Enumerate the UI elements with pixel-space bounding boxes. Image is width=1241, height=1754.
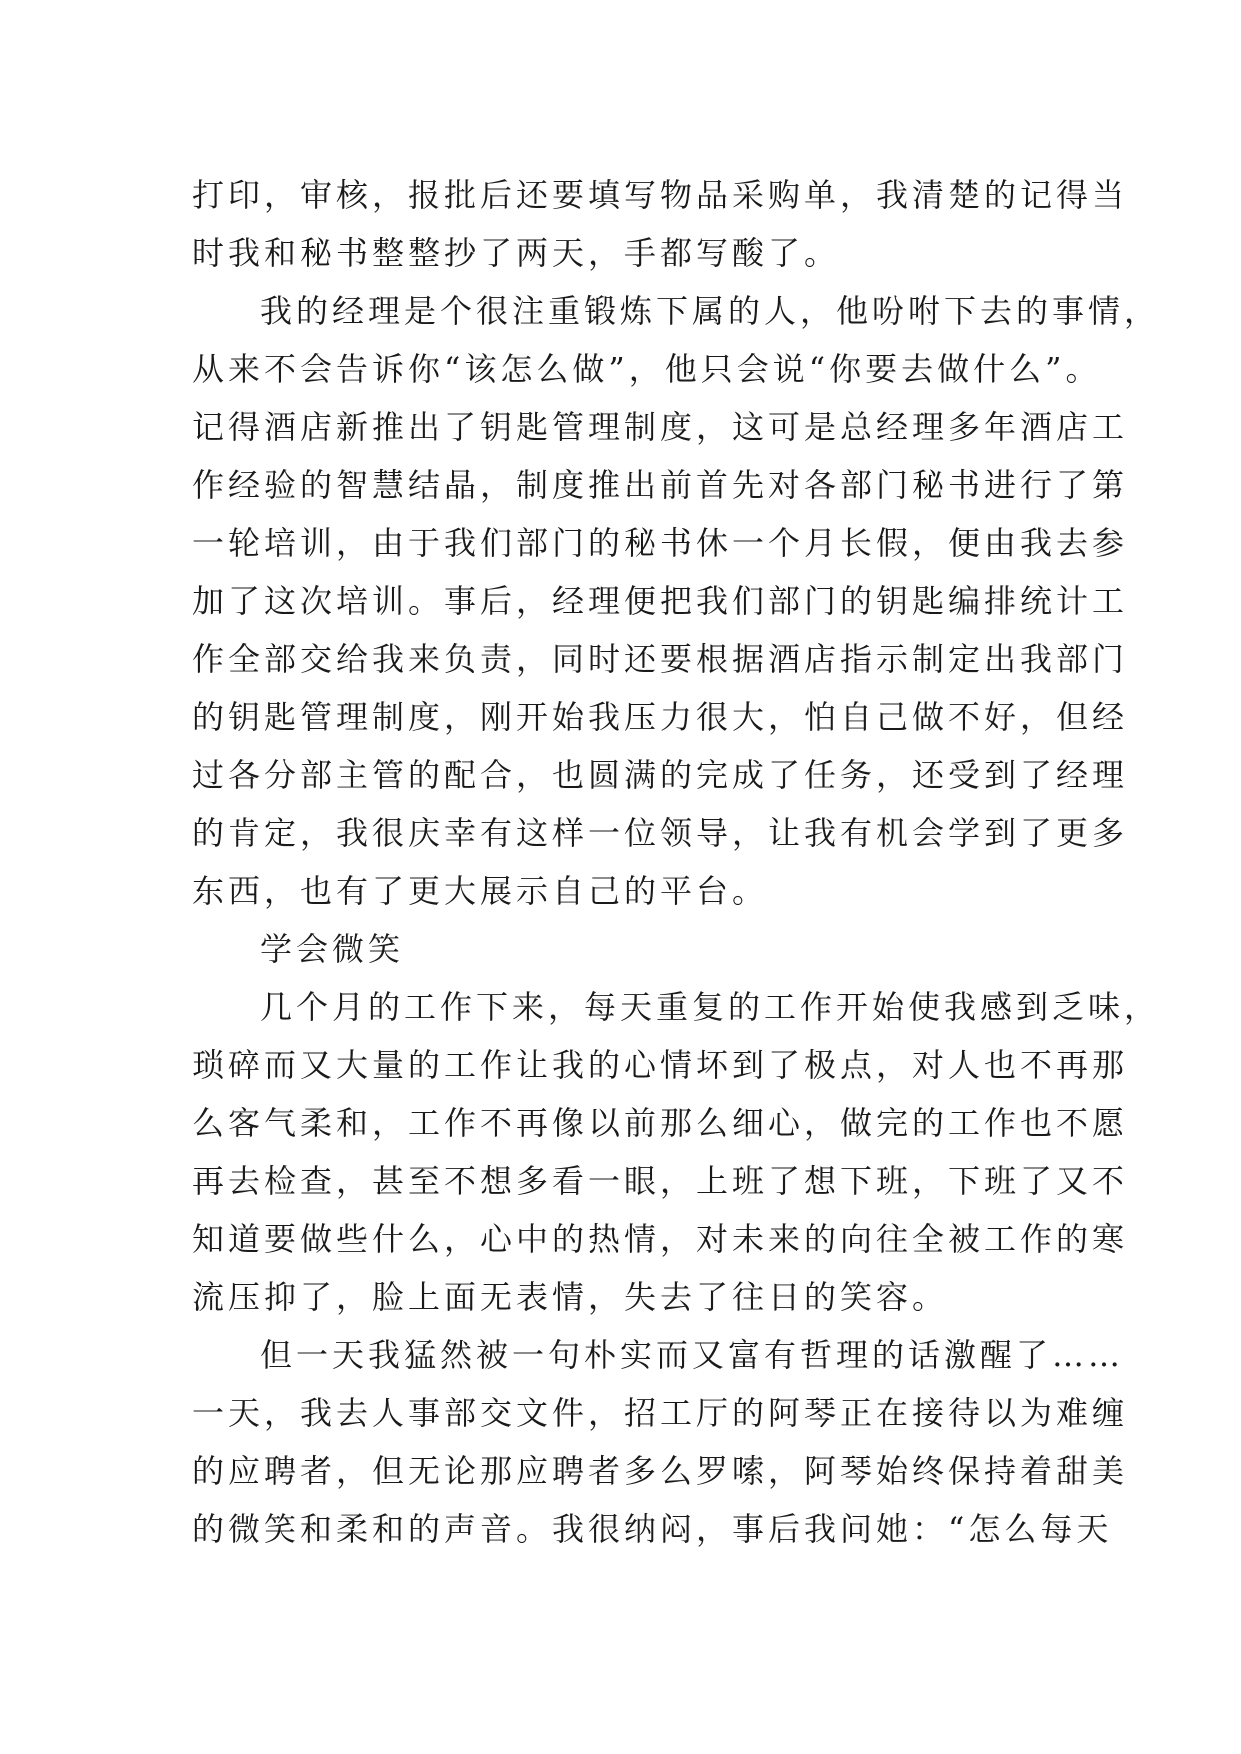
text-line: 知道要做些什么，心中的热情，对未来的向往全被工作的寒: [192, 1220, 1129, 1258]
text-line: 时我和秘书整整抄了两天，手都写酸了。: [192, 234, 841, 272]
text-line: 么客气柔和，工作不再像以前那么细心，做完的工作也不愿: [192, 1104, 1129, 1142]
text-line: 的应聘者，但无论那应聘者多么罗嗦，阿琴始终保持着甜美: [192, 1452, 1129, 1490]
text-line: 再去检查，甚至不想多看一眼，上班了想下班，下班了又不: [192, 1162, 1129, 1200]
document-body: [192, 166, 1161, 1558]
text-line: 一轮培训，由于我们部门的秘书休一个月长假，便由我去参: [192, 524, 1129, 562]
text-line: 学会微笑: [260, 930, 405, 968]
text-line: 我的经理是个很注重锻炼下属的人，他吩咐下去的事情，: [260, 292, 1161, 330]
text-line: 的微笑和柔和的声音。我很纳闷，事后我问她：“怎么每天: [192, 1510, 1113, 1548]
text-line: 东西，也有了更大展示自己的平台。: [192, 872, 769, 910]
text-line: 的钥匙管理制度，刚开始我压力很大，怕自己做不好，但经: [192, 698, 1129, 736]
text-line: 流压抑了，脸上面无表情，失去了往日的笑容。: [192, 1278, 949, 1316]
text-line: 的肯定，我很庆幸有这样一位领导，让我有机会学到了更多: [192, 814, 1129, 852]
text-line: 作经验的智慧结晶，制度推出前首先对各部门秘书进行了第: [192, 466, 1129, 504]
text-line: 作全部交给我来负责，同时还要根据酒店指示制定出我部门: [192, 640, 1129, 678]
text-line: 过各分部主管的配合，也圆满的完成了任务，还受到了经理: [192, 756, 1129, 794]
text-line: 记得酒店新推出了钥匙管理制度，这可是总经理多年酒店工: [192, 408, 1129, 446]
text-line: 加了这次培训。事后，经理便把我们部门的钥匙编排统计工: [192, 582, 1129, 620]
text-line: 一天，我去人事部交文件，招工厅的阿琴正在接待以为难缠: [192, 1394, 1129, 1432]
text-line: 几个月的工作下来，每天重复的工作开始使我感到乏味，: [260, 988, 1161, 1026]
text-line: 打印，审核，报批后还要填写物品采购单，我清楚的记得当: [192, 176, 1129, 214]
text-line: 从来不会告诉你“该怎么做”，他只会说“你要去做什么”。: [192, 350, 1102, 388]
text-line: 但一天我猛然被一句朴实而又富有哲理的话激醒了……: [260, 1336, 1125, 1374]
text-line: 琐碎而又大量的工作让我的心情坏到了极点，对人也不再那: [192, 1046, 1129, 1084]
